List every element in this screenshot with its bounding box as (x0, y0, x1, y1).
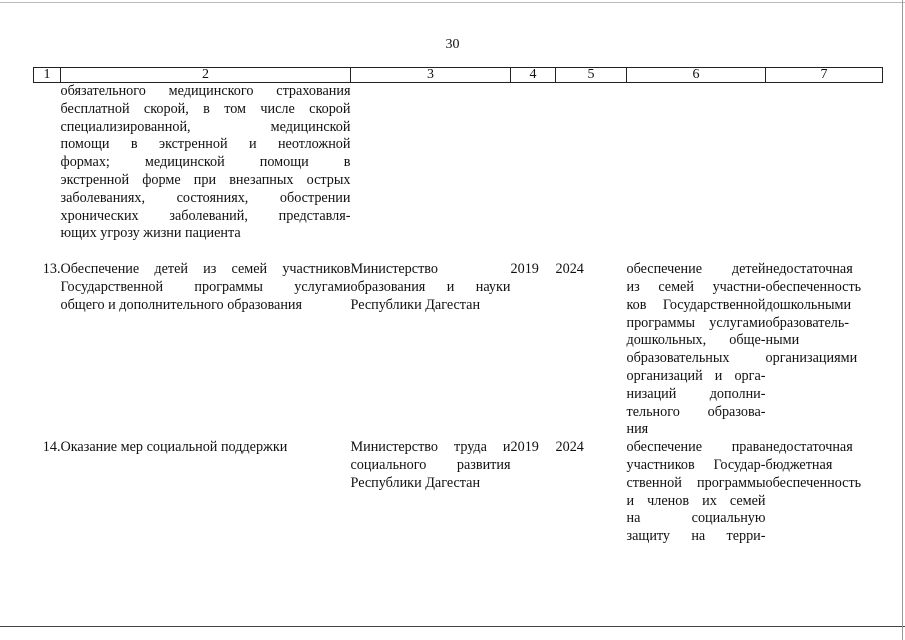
start-year: 2019 (510, 439, 539, 456)
continuation-description: обязательного медицинского страхования бесплатной скорой, в том числе скорой специализированной, медицинской помощи в экстренной и неотложной формах; медицинской помощи в экстренной форме при внезапных острых заболеваниях, состояниях, обострении хронических заболеваний, представля- ющих угрозу жизни пациента (60, 83, 351, 242)
end-year: 2024 (555, 261, 584, 278)
measures-table (33, 67, 883, 546)
header-col-5: 5 (556, 68, 627, 83)
header-col-1: 1 (34, 68, 61, 83)
start-year: 2019 (510, 261, 539, 278)
bottom-scan-edge (0, 626, 905, 627)
page-number: 30 (445, 37, 460, 52)
risk-factor: недостаточная обеспеченность дошкольными образователь- ными организациями (765, 261, 862, 367)
measure-description: Оказание мер социальной поддержки (60, 439, 288, 456)
row-number: 14. (42, 439, 61, 456)
expected-result: обеспечение детей из семей участни- ков Государственной программы услугами дошкольных, обще- образовательных организаций и орга- низаций дополни- тельного образова- ния (626, 261, 766, 438)
header-col-2: 2 (61, 68, 351, 83)
header-col-7: 7 (766, 68, 883, 83)
responsible-executor: Министерство труда и социального развития Республики Дагестан (350, 439, 511, 491)
measure-description: Обеспечение детей из семей участников Государственной программы услугами общего и дополнительного образования (60, 261, 351, 313)
header-row (34, 68, 883, 83)
table-row-13 (34, 261, 883, 439)
right-scan-edge (902, 0, 903, 640)
table-row-14 (34, 439, 883, 546)
expected-result: обеспечение права участников Государ- ственной программы и членов их семей на социальную защиту на терри- (626, 439, 766, 545)
header-col-4: 4 (511, 68, 556, 83)
risk-factor: недостаточная бюджетная обеспеченность (765, 439, 862, 491)
row-number: 13. (42, 261, 61, 278)
header-col-3: 3 (351, 68, 511, 83)
end-year: 2024 (555, 439, 584, 456)
responsible-executor: Министерство образования и науки Республики Дагестан (350, 261, 511, 313)
top-scan-edge (0, 2, 905, 3)
header-col-6: 6 (627, 68, 766, 83)
table-row-continuation (34, 83, 883, 244)
